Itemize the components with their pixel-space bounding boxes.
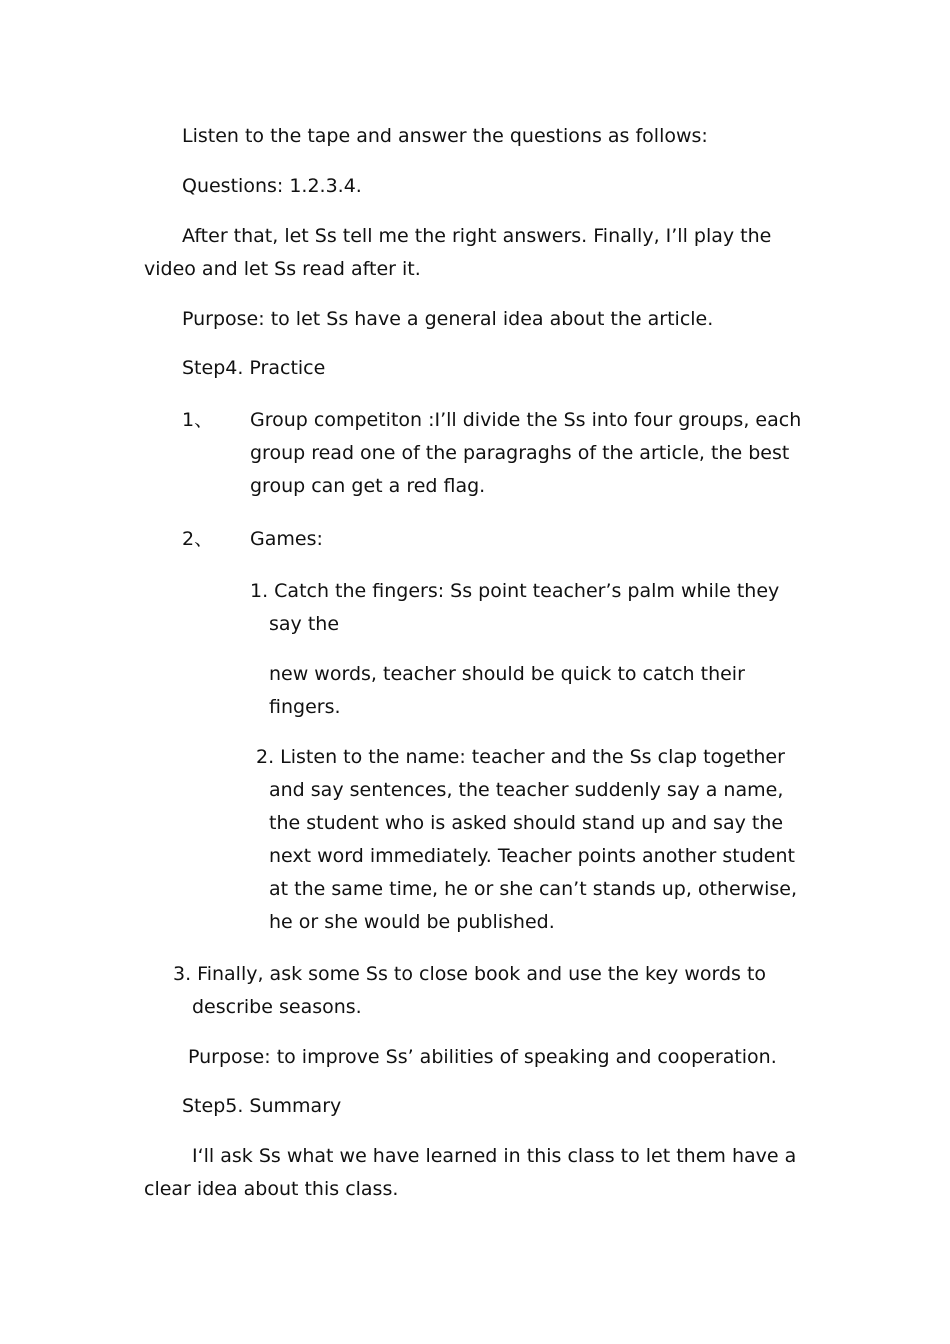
paragraph-after-that-line2: video and let Ss read after it. xyxy=(144,258,421,280)
paragraph-purpose-general-idea: Purpose: to let Ss have a general idea about the article. xyxy=(182,308,714,330)
heading-step4-practice: Step4. Practice xyxy=(182,357,326,379)
game-listen-name-line1: 2. Listen to the name: teacher and the Ss clap together xyxy=(256,746,785,768)
paragraph-summary-line2: clear idea about this class. xyxy=(144,1178,399,1200)
heading-step5-summary: Step5. Summary xyxy=(182,1095,342,1117)
game-listen-name-rest: and say sentences, the teacher suddenly say a name, the student who is asked should stand up and say the next word immediately. Teacher points another student at the same time, he or she can’t stands up, otherwise, he or she would be published. xyxy=(269,779,797,933)
list-item-finally-line2: describe seasons. xyxy=(192,996,362,1018)
list-number-2: 2、 xyxy=(182,528,214,550)
game-catch-fingers-continued: new words, teacher should be quick to catch their fingers. xyxy=(269,663,745,718)
list-item-finally-line1: 3. Finally, ask some Ss to close book and use the key words to xyxy=(173,963,767,985)
list-item-group-competition: Group competiton :I’ll divide the Ss into four groups, each group read one of the paragraghs of the article, the best group can get a red flag. xyxy=(250,409,802,497)
paragraph-summary-line1: I‘ll ask Ss what we have learned in this class to let them have a xyxy=(192,1145,797,1167)
paragraph-purpose-speaking: Purpose: to improve Ss’ abilities of speaking and cooperation. xyxy=(188,1046,777,1068)
paragraph-listen-tape: Listen to the tape and answer the questions as follows: xyxy=(182,125,708,147)
game-catch-fingers-line1: 1. Catch the fingers: Ss point teacher’s palm while they xyxy=(250,580,780,602)
list-number-1: 1、 xyxy=(182,409,214,431)
paragraph-questions: Questions: 1.2.3.4. xyxy=(182,175,362,197)
list-item-games: Games: xyxy=(250,528,323,550)
paragraph-after-that-line1: After that, let Ss tell me the right answers. Finally, I’ll play the xyxy=(182,225,772,247)
game-catch-fingers-line2: say the xyxy=(269,613,340,635)
